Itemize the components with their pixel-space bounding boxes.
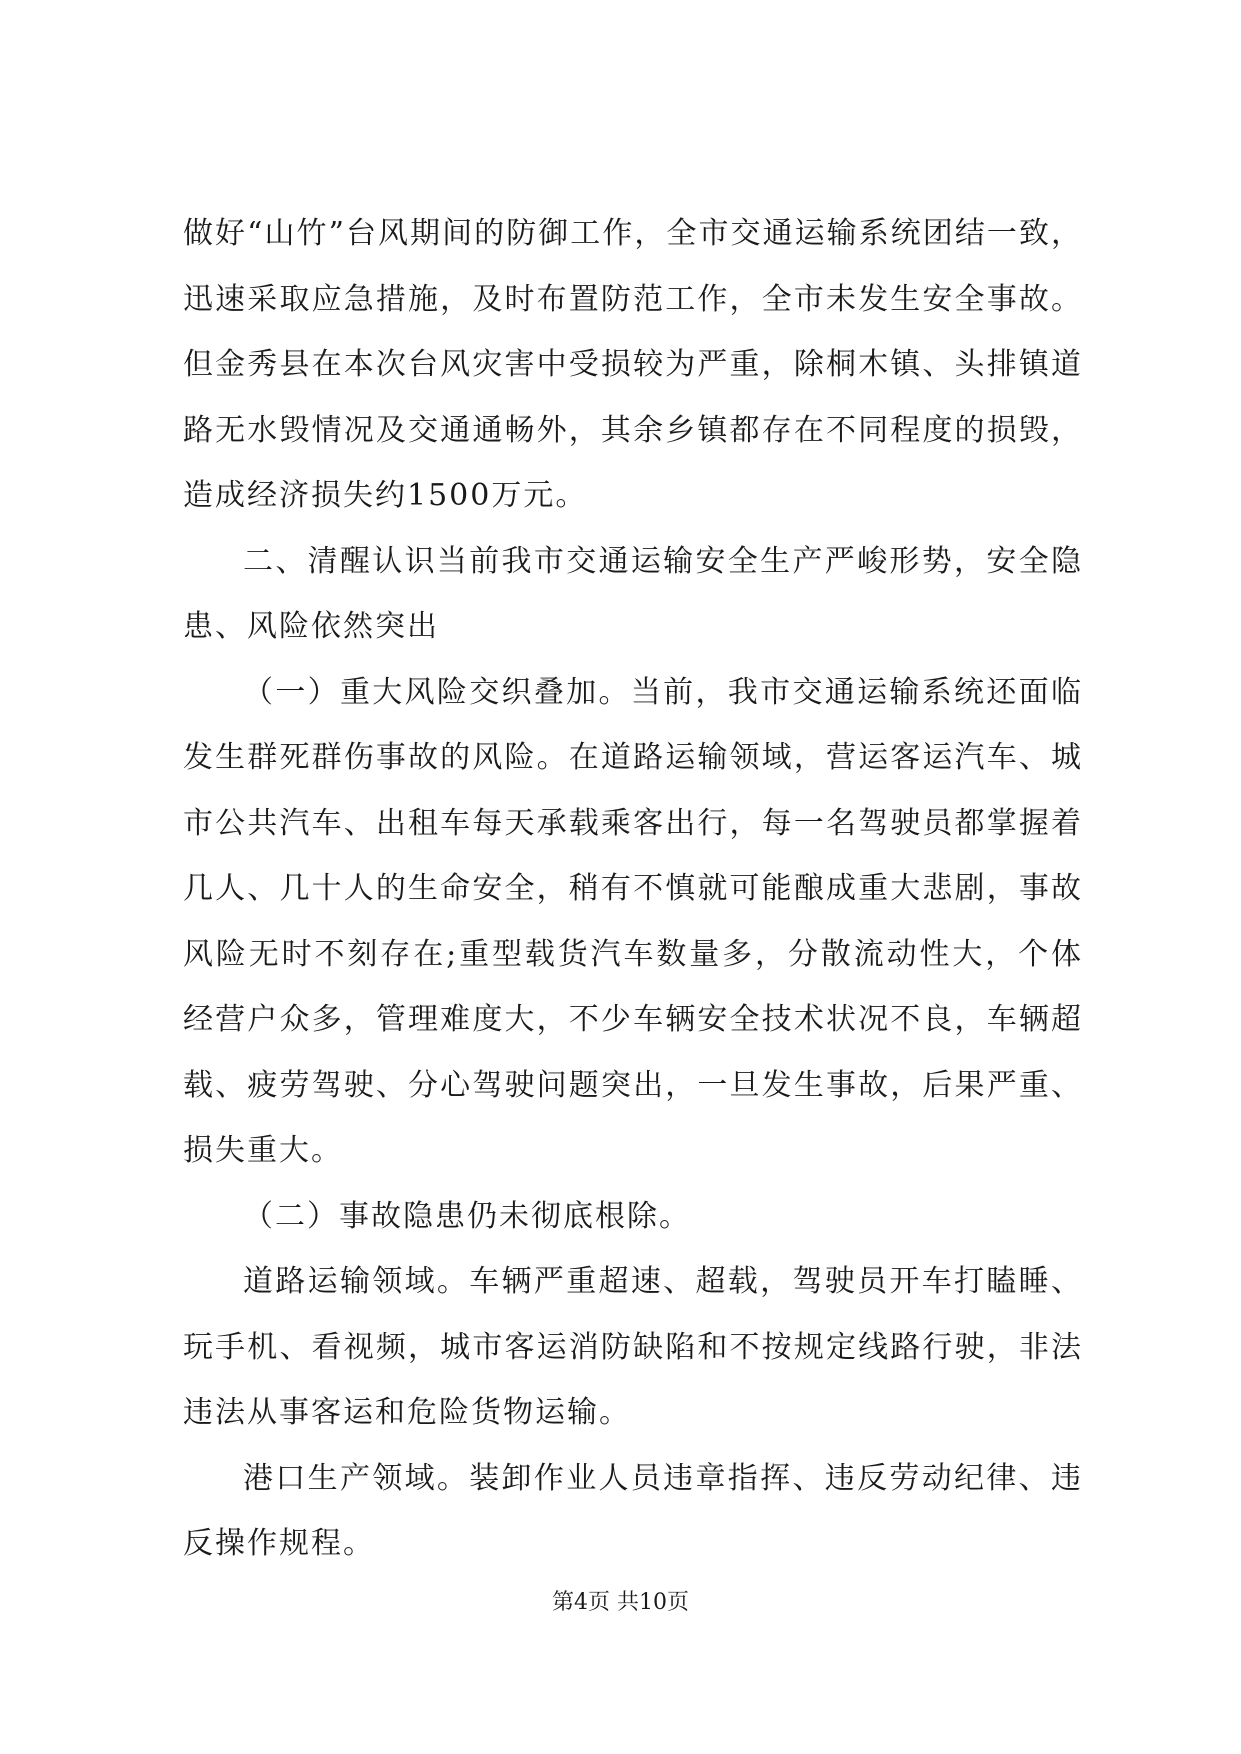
subheading-hidden-dangers: （二）事故隐患仍未彻底根除。 bbox=[243, 1198, 691, 1234]
document-body bbox=[183, 201, 1083, 1577]
section-heading-two: 二、清醒认识当前我市交通运输安全生产严峻形势，安全隐患、风险依然突出 bbox=[183, 543, 1083, 644]
page-number-footer: 第4页 共10页 bbox=[552, 1590, 689, 1615]
paragraph-port-production: 港口生产领域。装卸作业人员违章指挥、违反劳动纪律、违反操作规程。 bbox=[183, 1460, 1083, 1561]
paragraph-continuation: 做好“山竹”台风期间的防御工作，全市交通运输系统团结一致，迅速采取应急措施，及时布置防范工作，全市未发生安全事故。但金秀县在本次台风灾害中受损较为严重，除桐木镇、头排镇道路无水毁情况及交通通畅外，其余乡镇都存在不同程度的损毁，造成经济损失约1500万元。 bbox=[183, 216, 1083, 513]
paragraph-road-transport: 道路运输领域。车辆严重超速、超载，驾驶员开车打瞌睡、玩手机、看视频，城市客运消防缺陷和不按规定线路行驶，非法违法从事客运和危险货物运输。 bbox=[183, 1264, 1083, 1430]
paragraph-major-risks: （一）重大风险交织叠加。当前，我市交通运输系统还面临发生群死群伤事故的风险。在道路运输领域，营运客运汽车、城市公共汽车、出租车每天承载乘客出行，每一名驾驶员都掌握着几人、几十人的生命安全，稍有不慎就可能酿成重大悲剧，事故风险无时不刻存在;重型载货汽车数量多，分散流动性大，个体经营户众多，管理难度大，不少车辆安全技术状况不良，车辆超载、疲劳驾驶、分心驾驶问题突出，一旦发生事故，后果严重、损失重大。 bbox=[183, 674, 1083, 1168]
